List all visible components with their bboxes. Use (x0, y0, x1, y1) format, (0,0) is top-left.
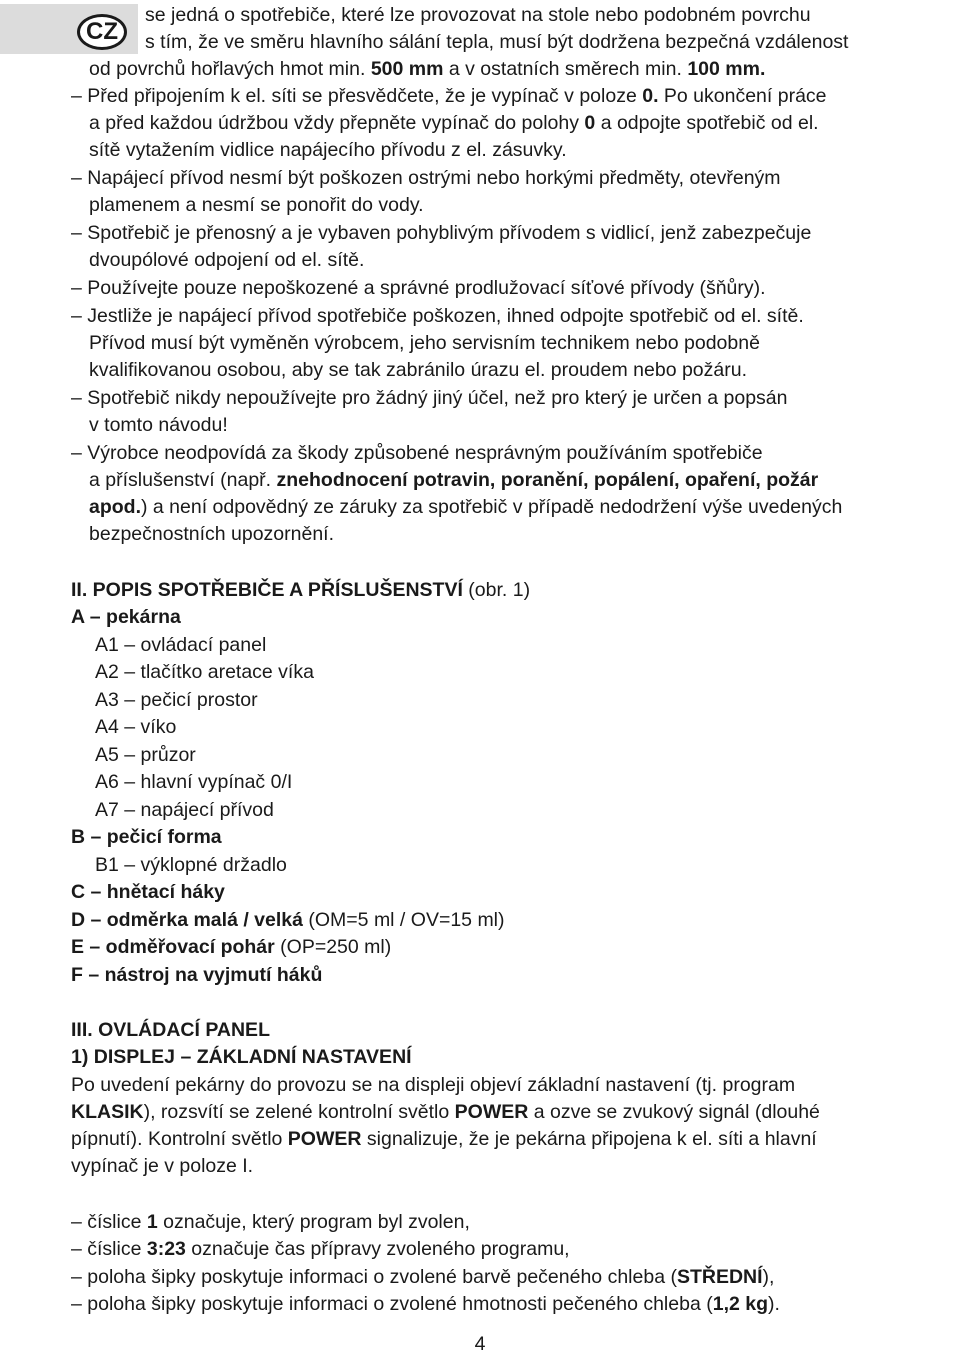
text-line (71, 1153, 253, 1179)
bold-text: POWER (454, 1101, 529, 1123)
text-segment: – Před připojením k el. síti se přesvědčete, že je vypínač v poloze (71, 85, 643, 107)
text-line (71, 1072, 795, 1098)
text-line (95, 632, 266, 658)
text-line (89, 56, 765, 82)
text-segment: a ozve se zvukový signál (dlouhé (528, 1101, 820, 1123)
text-segment: A4 – víko (95, 716, 177, 738)
text-line (95, 659, 314, 685)
text-line (89, 412, 228, 438)
text-line (95, 852, 287, 878)
language-badge: CZ (77, 14, 127, 50)
text-segment: A6 – hlavní vypínač 0/I (95, 771, 293, 793)
page-number: 4 (474, 1333, 486, 1355)
text-segment: s tím, že ve směru hlavního sálání tepla, musí být dodržena bezpečná vzdálenost (145, 31, 849, 53)
text-line (71, 1209, 470, 1235)
text-segment: – Jestliže je napájecí přívod spotřebiče poškozen, ihned odpojte spotřebič od el. sítě. (71, 305, 804, 327)
text-line (71, 604, 181, 630)
text-segment: a v ostatních směrech min. (443, 58, 688, 80)
text-segment: vypínač je v poloze I. (71, 1155, 254, 1177)
text-segment: – Používejte pouze nepoškozené a správné prodlužovací síťové přívody (šňůry). (71, 277, 766, 299)
bold-text: znehodnocení potravin, poranění, popálení, opaření, požár (276, 469, 819, 491)
text-line (89, 494, 842, 520)
text-segment: signalizuje, že je pekárna připojena k el. síti a hlavní (361, 1128, 817, 1150)
text-line (89, 467, 818, 493)
text-line (71, 165, 781, 191)
text-line (95, 769, 292, 795)
text-line (71, 577, 530, 603)
text-line (71, 275, 766, 301)
text-segment: od povrchů hořlavých hmot min. (89, 58, 371, 80)
bold-text: B – pečicí forma (71, 826, 222, 848)
text-segment: – číslice (71, 1211, 147, 1233)
text-line (89, 330, 760, 356)
text-segment: A5 – průzor (95, 744, 196, 766)
text-line (95, 687, 258, 713)
text-segment: Přívod musí být vyměněn výrobcem, jeho servisním technikem nebo podobně (89, 332, 760, 354)
text-segment: plamenem a nesmí se ponořit do vody. (89, 194, 424, 216)
text-segment: ) a není odpovědný ze záruky za spotřebič v případě nedodržení výše uvedených (141, 496, 843, 518)
text-segment: a před každou údržbou vždy přepněte vypínač do polohy (89, 112, 585, 134)
text-segment: – poloha šipky poskytuje informaci o zvolené barvě pečeného chleba ( (71, 1266, 677, 1288)
text-line (89, 110, 819, 136)
text-line (89, 247, 364, 273)
text-line (71, 962, 322, 988)
text-line (95, 714, 176, 740)
text-line (71, 440, 763, 466)
language-badge-band (0, 4, 138, 54)
text-segment: (OM=5 ml / OV=15 ml) (302, 909, 505, 931)
text-line (71, 303, 804, 329)
bold-text: 0. (642, 85, 659, 107)
text-line (89, 192, 424, 218)
text-line (71, 1264, 774, 1290)
text-segment: A3 – pečicí prostor (95, 689, 258, 711)
text-segment: pípnutí). Kontrolní světlo (71, 1128, 288, 1150)
text-segment: A1 – ovládací panel (95, 634, 267, 656)
text-segment: ), rozsvítí se zelené kontrolní světlo (143, 1101, 455, 1123)
bold-text: 1 (146, 1211, 158, 1233)
text-segment: Po ukončení práce (658, 85, 827, 107)
text-segment: označuje čas přípravy zvoleného programu, (185, 1238, 570, 1260)
bold-text: D – odměrka malá / velká (71, 909, 303, 931)
text-line (71, 385, 788, 411)
text-segment: v tomto návodu! (89, 414, 228, 436)
bold-text: A – pekárna (71, 606, 181, 628)
text-line (71, 1126, 817, 1152)
bold-text: III. OVLÁDACÍ PANEL (71, 1019, 270, 1041)
bold-text: 0 (584, 112, 596, 134)
text-segment: kvalifikovanou osobou, aby se tak zabránilo úrazu el. proudem nebo požáru. (89, 359, 747, 381)
bold-text: C – hnětací háky (71, 881, 225, 903)
text-line (89, 521, 334, 547)
text-segment: – Spotřebič nikdy nepoužívejte pro žádný jiný účel, než pro který je určen a popsán (71, 387, 788, 409)
text-line (71, 220, 811, 246)
text-line (71, 1099, 820, 1125)
bold-text: 500 mm (370, 58, 444, 80)
text-segment: (OP=250 ml) (274, 936, 392, 958)
text-segment: sítě vytažením vidlice napájecího přívodu z el. zásuvky. (89, 139, 567, 161)
text-segment: ). (768, 1293, 780, 1315)
text-line (89, 137, 567, 163)
text-line (71, 1044, 412, 1070)
text-segment: – Spotřebič je přenosný a je vybaven pohyblivým přívodem s vidlicí, jenž zabezpečuje (71, 222, 812, 244)
bold-text: apod. (89, 496, 141, 518)
text-segment: – Výrobce neodpovídá za škody způsobené nesprávným používáním spotřebiče (71, 442, 763, 464)
text-segment: – Napájecí přívod nesmí být poškozen ostrými nebo horkými předměty, otevřeným (71, 167, 781, 189)
text-segment: ), (762, 1266, 775, 1288)
text-segment: A7 – napájecí přívod (95, 799, 274, 821)
text-line (71, 907, 505, 933)
text-line (145, 29, 848, 55)
text-segment: dvoupólové odpojení od el. sítě. (89, 249, 365, 271)
text-line (71, 824, 222, 850)
text-segment: bezpečnostních upozornění. (89, 523, 335, 545)
text-segment: – poloha šipky poskytuje informaci o zvolené hmotnosti pečeného chleba ( (71, 1293, 713, 1315)
bold-text: 1,2 kg (712, 1293, 769, 1315)
text-segment: se jedná o spotřebiče, které lze provozovat na stole nebo podobném povrchu (145, 4, 811, 26)
text-line (71, 1236, 570, 1262)
text-line (95, 742, 196, 768)
text-line (89, 357, 747, 383)
text-segment: – číslice (71, 1238, 147, 1260)
bold-text: POWER (287, 1128, 362, 1150)
text-segment: Po uvedení pekárny do provozu se na displeji objeví základní nastavení (tj. program (71, 1074, 796, 1096)
bold-text: 100 mm. (687, 58, 766, 80)
text-line (145, 2, 811, 28)
text-segment: (obr. 1) (462, 579, 531, 601)
text-line (71, 1017, 270, 1043)
bold-text: II. POPIS SPOTŘEBIČE A PŘÍSLUŠENSTVÍ (71, 579, 463, 601)
bold-text: F – nástroj na vyjmutí háků (71, 964, 323, 986)
bold-text: 1) DISPLEJ – ZÁKLADNÍ NASTAVENÍ (71, 1046, 412, 1068)
bold-text: E – odměřovací pohár (71, 936, 275, 958)
text-line (71, 1291, 780, 1317)
text-segment: a příslušenství (např. (89, 469, 277, 491)
bold-text: 3:23 (146, 1238, 186, 1260)
text-segment: A2 – tlačítko aretace víka (95, 661, 314, 683)
bold-text: STŘEDNÍ (676, 1266, 763, 1288)
text-line (71, 83, 827, 109)
text-line (71, 934, 391, 960)
text-segment: B1 – výklopné držadlo (95, 854, 287, 876)
text-segment: označuje, který program byl zvolen, (157, 1211, 470, 1233)
bold-text: KLASIK (71, 1101, 144, 1123)
text-line (95, 797, 274, 823)
text-line (71, 879, 225, 905)
text-segment: a odpojte spotřebič od el. (595, 112, 819, 134)
